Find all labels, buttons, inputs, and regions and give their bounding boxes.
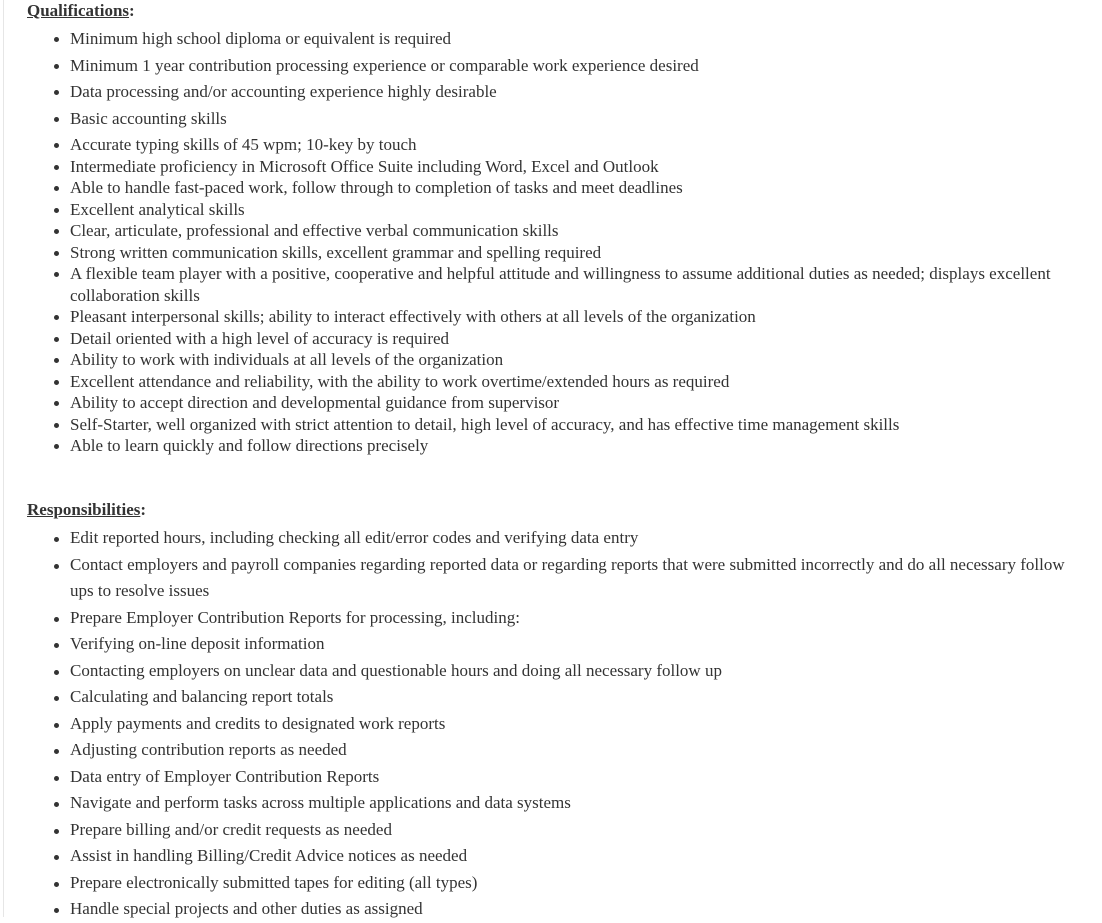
qualifications-heading-text: Qualifications <box>27 1 130 20</box>
list-item: Verifying on-line deposit information <box>70 631 1072 658</box>
list-item: Intermediate proficiency in Microsoft Office Suite including Word, Excel and Outlook <box>70 156 1072 178</box>
list-item: Prepare electronically submitted tapes for editing (all types) <box>70 870 1072 897</box>
list-item: Clear, articulate, professional and effective verbal communication skills <box>70 220 1072 242</box>
responsibilities-heading-colon: : <box>140 500 147 519</box>
list-item: Able to handle fast-paced work, follow through to completion of tasks and meet deadlines <box>70 177 1072 199</box>
list-item: Excellent analytical skills <box>70 199 1072 221</box>
qualifications-heading <box>27 1 135 21</box>
left-border <box>3 0 4 917</box>
responsibilities-list <box>70 525 1072 923</box>
list-item: Prepare Employer Contribution Reports for processing, including: <box>70 605 1072 632</box>
list-item: Minimum high school diploma or equivalent is required <box>70 28 1072 50</box>
list-item: Pleasant interpersonal skills; ability to interact effectively with others at all levels of the organization <box>70 306 1072 328</box>
list-item: Able to learn quickly and follow directions precisely <box>70 435 1072 457</box>
list-item: Detail oriented with a high level of accuracy is required <box>70 328 1072 350</box>
list-item: Contacting employers on unclear data and questionable hours and doing all necessary follow up <box>70 658 1072 685</box>
list-item: Data entry of Employer Contribution Reports <box>70 764 1072 791</box>
list-item: Prepare billing and/or credit requests as needed <box>70 817 1072 844</box>
list-item: Data processing and/or accounting experience highly desirable <box>70 81 1072 103</box>
qualifications-heading-colon: : <box>129 1 135 20</box>
list-item: Accurate typing skills of 45 wpm; 10-key by touch <box>70 134 1072 156</box>
list-item: A flexible team player with a positive, cooperative and helpful attitude and willingness to assume additional duties as needed; displays excellent collaboration skills <box>70 263 1072 306</box>
list-item: Navigate and perform tasks across multiple applications and data systems <box>70 790 1072 817</box>
responsibilities-heading <box>27 500 146 520</box>
list-item: Basic accounting skills <box>70 108 1072 130</box>
list-item: Strong written communication skills, excellent grammar and spelling required <box>70 242 1072 264</box>
list-item: Apply payments and credits to designated work reports <box>70 711 1072 738</box>
qualifications-list <box>70 28 1072 457</box>
list-item: Contact employers and payroll companies regarding reported data or regarding reports that were submitted incorrectly and do all necessary follow ups to resolve issues <box>70 552 1072 605</box>
list-item: Handle special projects and other duties as assigned <box>70 896 1072 923</box>
list-item: Minimum 1 year contribution processing experience or comparable work experience desired <box>70 55 1072 77</box>
list-item: Calculating and balancing report totals <box>70 684 1072 711</box>
responsibilities-heading-text: Responsibilities <box>27 500 141 519</box>
list-item: Excellent attendance and reliability, with the ability to work overtime/extended hours as required <box>70 371 1072 393</box>
list-item: Self-Starter, well organized with strict attention to detail, high level of accuracy, and has effective time management skills <box>70 414 1072 436</box>
list-item: Edit reported hours, including checking all edit/error codes and verifying data entry <box>70 525 1072 552</box>
list-item: Ability to accept direction and developmental guidance from supervisor <box>70 392 1072 414</box>
list-item: Ability to work with individuals at all levels of the organization <box>70 349 1072 371</box>
list-item: Assist in handling Billing/Credit Advice notices as needed <box>70 843 1072 870</box>
list-item: Adjusting contribution reports as needed <box>70 737 1072 764</box>
